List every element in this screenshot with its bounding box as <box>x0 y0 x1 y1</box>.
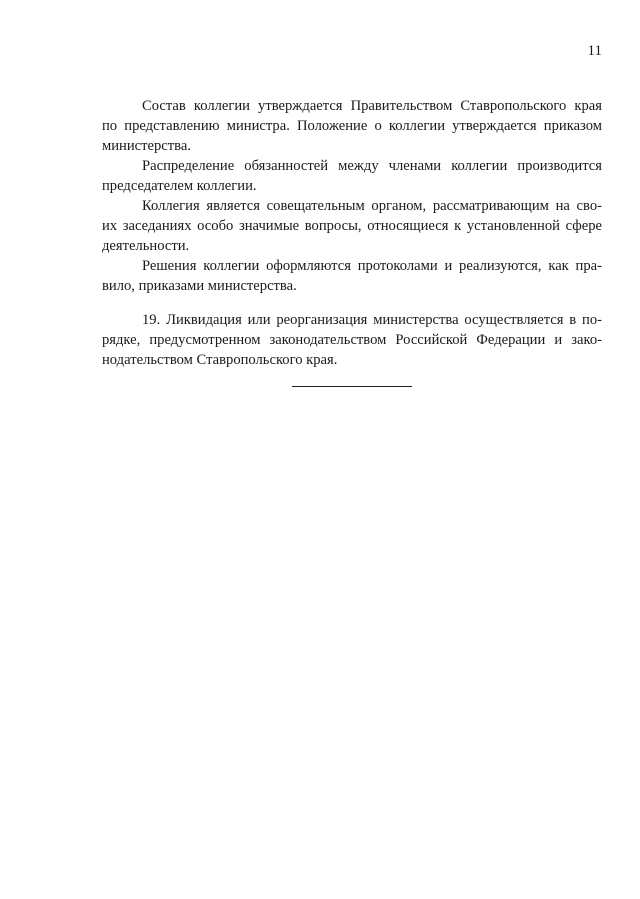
paragraph-decisions <box>102 256 602 296</box>
paragraph-duties-distribution <box>102 156 602 196</box>
text-line: Состав коллегии утверждается Правительством Ставропольского края <box>142 98 602 114</box>
paragraph-gap <box>102 296 602 310</box>
text-line: председателем коллегии. <box>102 178 257 194</box>
end-separator-line <box>292 386 412 387</box>
text-line: нодательством Ставропольского края. <box>102 352 338 368</box>
text-line: 19. Ликвидация или реорганизация министерства осуществляется в по- <box>142 312 602 328</box>
text-line: рядке, предусмотренном законодательством Российской Федерации и зако- <box>102 332 602 348</box>
text-line: их заседаниях особо значимые вопросы, относящиеся к установленной сфере <box>102 218 602 234</box>
page-number: 11 <box>587 43 602 59</box>
document-body <box>102 96 602 370</box>
text-line: деятельности. <box>102 238 190 254</box>
text-line: Решения коллегии оформляются протоколами и реализуются, как пра- <box>142 258 602 274</box>
text-line: вило, приказами министерства. <box>102 278 297 294</box>
text-line: Распределение обязанностей между членами коллегии производится <box>142 158 602 174</box>
text-line: министерства. <box>102 138 191 154</box>
paragraph-advisory-body <box>102 196 602 256</box>
paragraph-item-19-liquidation <box>102 310 602 370</box>
text-line: по представлению министра. Положение о коллегии утверждается приказом <box>102 118 602 134</box>
text-line: Коллегия является совещательным органом, рассматривающим на сво- <box>142 198 602 214</box>
paragraph-collegium-composition <box>102 96 602 156</box>
